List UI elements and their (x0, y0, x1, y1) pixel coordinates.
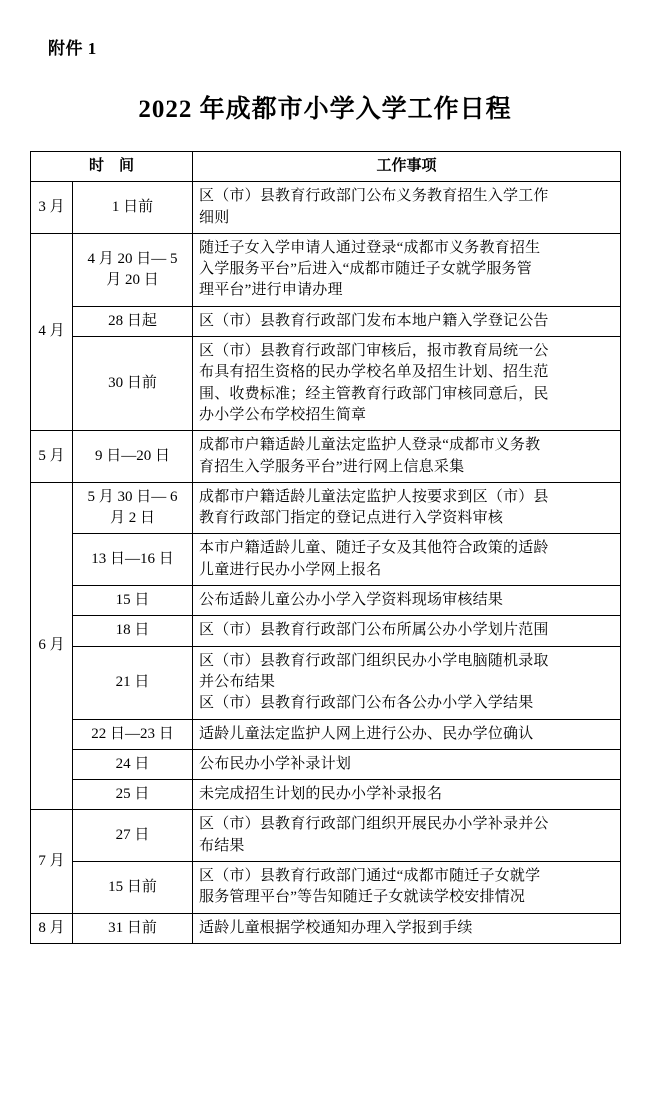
table-row (31, 616, 621, 646)
item-line: 成都市户籍适龄儿童法定监护人按要求到区（市）县 (199, 488, 549, 505)
item-line: 区（市）县教育行政部门审核后，报市教育局统一公 (199, 343, 549, 360)
cell-day: 9 日—20 日 (73, 431, 193, 483)
table-row (31, 482, 621, 534)
table-row (31, 719, 621, 749)
item-line: 区（市）县教育行政部门公布各公办小学入学结果 (199, 695, 534, 712)
cell-day: 15 日前 (73, 862, 193, 914)
cell-item (193, 586, 621, 616)
cell-item (193, 749, 621, 779)
cell-item (193, 780, 621, 810)
table-row (31, 431, 621, 483)
cell-item (193, 306, 621, 336)
cell-day: 15 日 (73, 586, 193, 616)
cell-day: 13 日—16 日 (73, 534, 193, 586)
item-line: 布具有招生资格的民办学校名单及招生计划、招生范 (199, 364, 549, 381)
cell-day: 1 日前 (73, 182, 193, 234)
cell-day: 24 日 (73, 749, 193, 779)
cell-item (193, 810, 621, 862)
attachment-label: 附件 1 (48, 39, 97, 58)
item-line: 布结果 (199, 837, 245, 854)
table-row (31, 749, 621, 779)
table-row (31, 306, 621, 336)
item-line: 细则 (199, 209, 230, 226)
item-line: 并公布结果 (199, 673, 276, 690)
item-line: 服务管理平台”等告知随迁子女就读学校安排情况 (199, 889, 526, 906)
cell-item (193, 482, 621, 534)
item-line: 区（市）县教育行政部门组织民办小学电脑随机录取 (199, 652, 549, 669)
item-line: 区（市）县教育行政部门发布本地户籍入学登记公告 (199, 312, 549, 329)
column-header-item: 工作事项 (193, 152, 621, 182)
cell-item (193, 719, 621, 749)
table-row (31, 534, 621, 586)
cell-item (193, 534, 621, 586)
item-line: 区（市）县教育行政部门公布义务教育招生入学工作 (199, 188, 549, 205)
item-line: 理平台”进行申请办理 (199, 282, 343, 299)
cell-month: 4 月 (31, 233, 73, 430)
table-row (31, 586, 621, 616)
cell-day: 18 日 (73, 616, 193, 646)
item-line: 公布适龄儿童公办小学入学资料现场审核结果 (199, 592, 504, 609)
cell-day: 28 日起 (73, 306, 193, 336)
schedule-table (30, 151, 621, 944)
table-row (31, 913, 621, 943)
cell-item (193, 431, 621, 483)
item-line: 育招生入学服务平台”进行网上信息采集 (199, 458, 465, 475)
item-line: 办小学公布学校招生简章 (199, 406, 367, 423)
column-header-time: 时 间 (31, 152, 193, 182)
item-line: 区（市）县教育行政部门组织开展民办小学补录并公 (199, 816, 549, 833)
cell-day: 21 日 (73, 646, 193, 719)
item-line: 本市户籍适龄儿童、随迁子女及其他符合政策的适龄 (199, 540, 549, 557)
table-header-row (31, 152, 621, 182)
item-line: 区（市）县教育行政部门公布所属公办小学划片范围 (199, 622, 549, 639)
cell-item (193, 616, 621, 646)
item-line: 教育行政部门指定的登记点进行入学资料审核 (199, 510, 504, 527)
cell-item (193, 233, 621, 306)
day-line: 6 月 2 日 (110, 488, 178, 527)
item-line: 随迁子女入学申请人通过登录“成都市义务教育招生 (199, 239, 541, 256)
cell-day: 30 日前 (73, 337, 193, 431)
item-line: 未完成招生计划的民办小学补录报名 (199, 786, 443, 803)
day-line: 5 月 20 日 (106, 250, 178, 288)
table-row (31, 337, 621, 431)
item-line: 入学服务平台”后进入“成都市随迁子女就学服务管 (199, 261, 532, 278)
cell-item (193, 862, 621, 914)
cell-day: 22 日—23 日 (73, 719, 193, 749)
cell-item (193, 337, 621, 431)
page-title: 2022 年成都市小学入学工作日程 (138, 96, 512, 123)
day-line: 4 月 20 日— (87, 250, 167, 267)
table-row (31, 862, 621, 914)
cell-day (73, 233, 193, 306)
item-line: 公布民办小学补录计划 (199, 755, 352, 772)
cell-day: 27 日 (73, 810, 193, 862)
cell-item (193, 182, 621, 234)
day-line: 5 月 30 日— (87, 488, 167, 505)
table-row (31, 810, 621, 862)
item-line: 儿童进行民办小学网上报名 (199, 561, 382, 578)
item-line: 适龄儿童根据学校通知办理入学报到手续 (199, 919, 473, 936)
item-line: 成都市户籍适龄儿童法定监护人登录“成都市义务教 (199, 437, 541, 454)
table-row (31, 646, 621, 719)
cell-month: 6 月 (31, 482, 73, 810)
cell-item (193, 913, 621, 943)
table-row (31, 182, 621, 234)
table-row (31, 780, 621, 810)
cell-day: 25 日 (73, 780, 193, 810)
table-row (31, 233, 621, 306)
cell-month: 8 月 (31, 913, 73, 943)
cell-item (193, 646, 621, 719)
item-line: 围、收费标准；经主管教育行政部门审核同意后，民 (199, 385, 549, 402)
cell-month: 3 月 (31, 182, 73, 234)
cell-month: 5 月 (31, 431, 73, 483)
item-line: 区（市）县教育行政部门通过“成都市随迁子女就学 (199, 868, 541, 885)
cell-day: 31 日前 (73, 913, 193, 943)
cell-day (73, 482, 193, 534)
item-line: 适龄儿童法定监护人网上进行公办、民办学位确认 (199, 725, 534, 742)
cell-month: 7 月 (31, 810, 73, 913)
